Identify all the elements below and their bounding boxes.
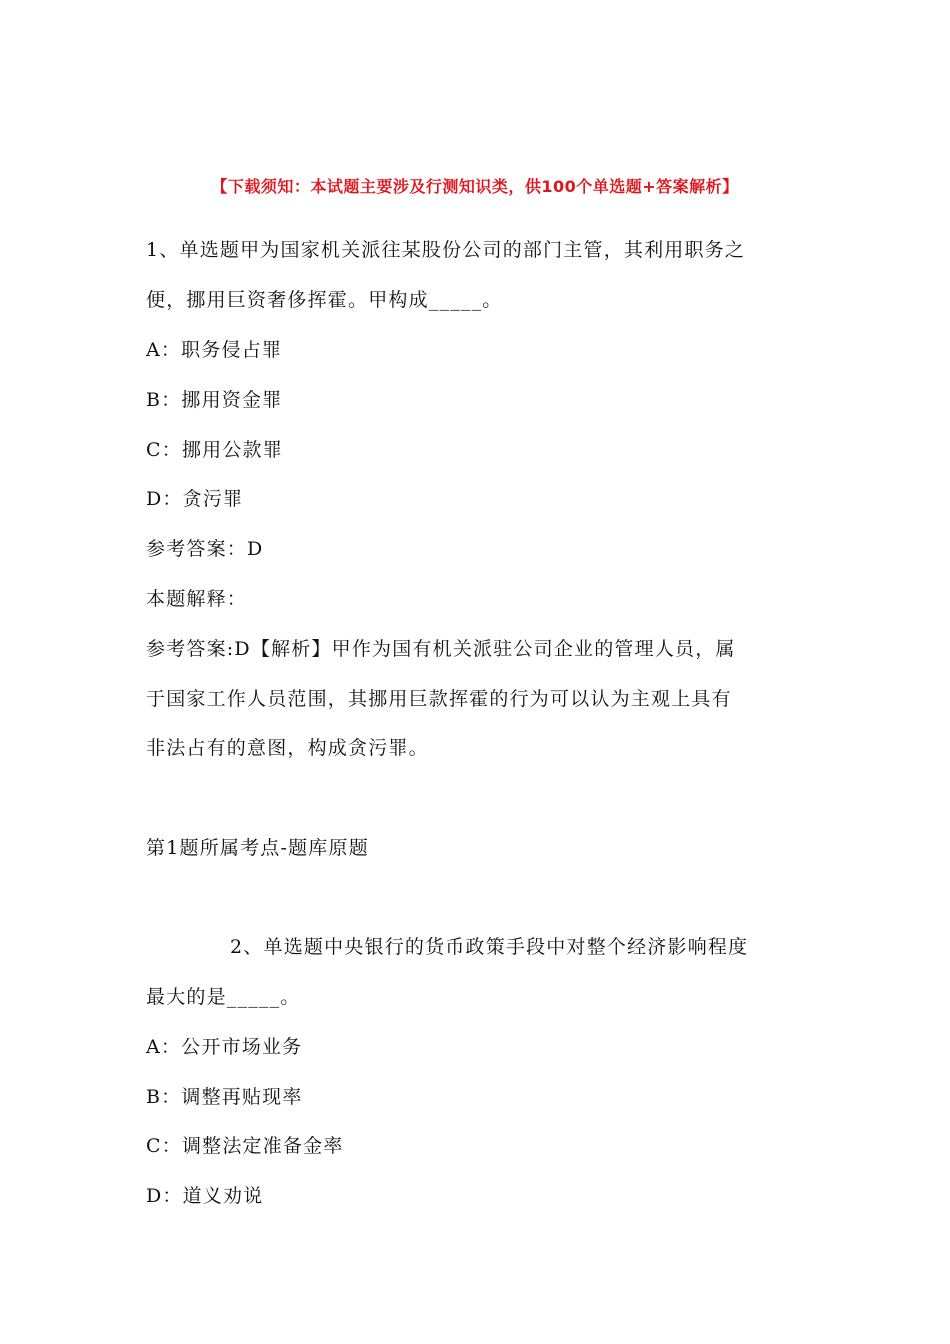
download-notice: 【下载须知：本试题主要涉及行测知识类，供100个单选题+答案解析】 [211, 177, 739, 196]
q2-option-b: B：调整再贴现率 [146, 1086, 303, 1108]
q2-option-c: C：调整法定准备金率 [146, 1135, 344, 1157]
q1-explain-line3: 非法占有的意图，构成贪污罪。 [146, 737, 429, 759]
q1-explain-line1: 参考答案:D【解析】甲作为国有机关派驻公司企业的管理人员，属 [146, 638, 736, 660]
q2-stem-line2: 最大的是_____。 [146, 986, 301, 1008]
q1-explain-line2: 于国家工作人员范围，其挪用巨款挥霍的行为可以认为主观上具有 [146, 688, 732, 710]
q1-explain-label: 本题解释： [146, 588, 248, 610]
q1-answer: 参考答案：D [146, 538, 264, 560]
q2-stem-line1: 2、单选题中央银行的货币政策手段中对整个经济影响程度 [230, 936, 749, 958]
q1-topic: 第1题所属考点-题库原题 [146, 837, 369, 859]
q1-option-c: C：挪用公款罪 [146, 439, 283, 461]
q1-option-a: A：职务侵占罪 [146, 339, 283, 361]
q1-stem-line1: 1、单选题甲为国家机关派往某股份公司的部门主管，其利用职务之 [146, 239, 746, 261]
q1-option-b: B：挪用资金罪 [146, 389, 283, 411]
q2-option-a: A：公开市场业务 [146, 1036, 303, 1058]
q1-option-d: D：贪污罪 [146, 488, 244, 510]
q2-option-d: D：道义劝说 [146, 1185, 264, 1207]
q1-stem-line2: 便，挪用巨资奢侈挥霍。甲构成_____。 [146, 289, 503, 311]
